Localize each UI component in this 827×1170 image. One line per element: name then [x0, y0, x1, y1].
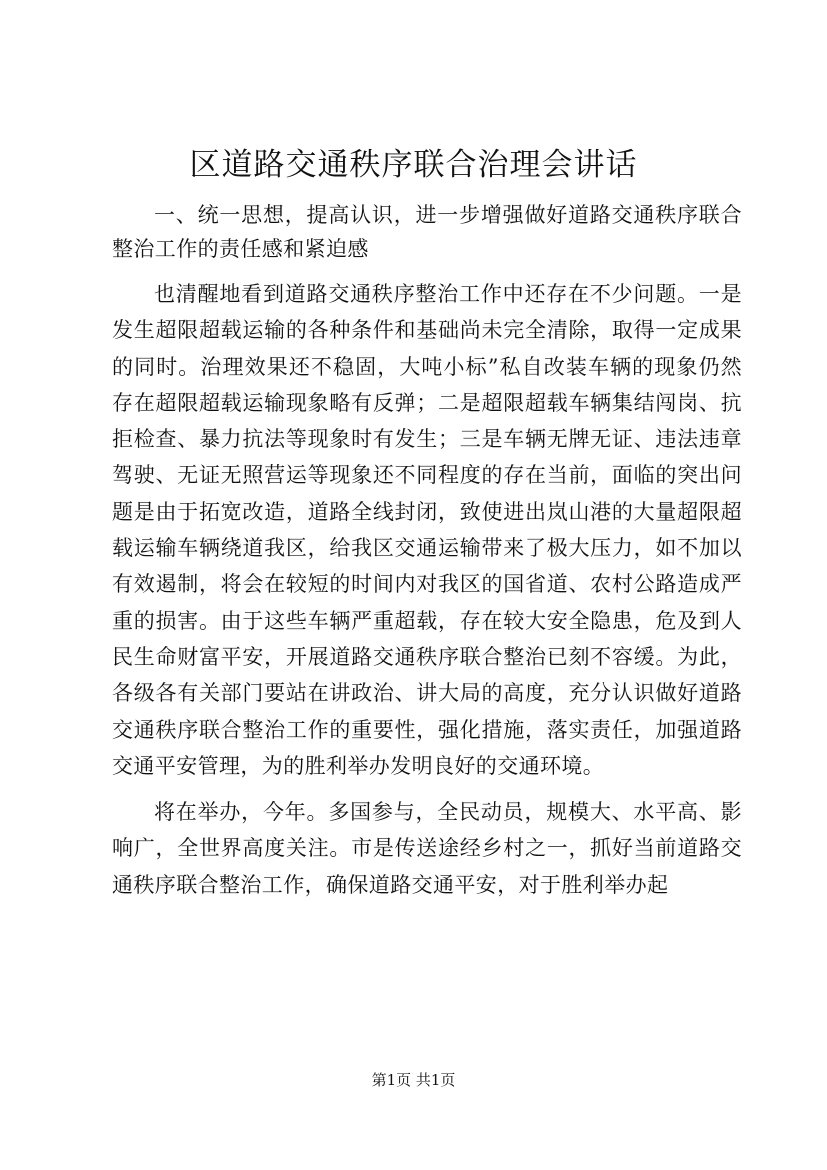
- body-paragraph: 也清醒地看到道路交通秩序整治工作中还存在不少问题。一是发生超限超载运输的各种条件和基础尚未完全清除，取得一定成果的同时。治理效果还不稳固，大吨小标”私自改装车辆的现象仍然存在超限超载运输现象略有反弹；二是超限超载车辆集结闯岗、抗拒检查、暴力抗法等现象时有发生；三是车辆无牌无证、违法违章驾驶、无证无照营运等现象还不同程度的存在当前，面临的突出问题是由于拓宽改造，道路全线封闭，致使进出岚山港的大量超限超载运输车辆绕道我区，给我区交通运输带来了极大压力，如不加以有效遏制，将会在较短的时间内对我区的国省道、农村公路造成严重的损害。由于这些车辆严重超载，存在较大安全隐患，危及到人民生命财富平安，开展道路交通秩序联合整治已刻不容缓。为此，各级各有关部门要站在讲政治、讲大局的高度，充分认识做好道路交通秩序联合整治工作的重要性，强化措施，落实责任，加强道路交通平安管理，为的胜利举办发明良好的交通环境。: [112, 282, 742, 778]
- body-paragraph: 将在举办，今年。多国参与，全民动员，规模大、水平高、影响广，全世界高度关注。市是传送途经乡村之一，抓好当前道路交通秩序联合整治工作，确保道路交通平安，对于胜利举办起: [112, 800, 742, 897]
- document-title: 区道路交通秩序联合治理会讲话: [189, 147, 638, 183]
- page-number-footer: 第1页 共1页: [371, 1071, 456, 1089]
- section-heading-paragraph: 一、统一思想，提高认识，进一步增强做好道路交通秩序联合整治工作的责任感和紧迫感: [112, 203, 742, 261]
- document-body: [112, 198, 742, 903]
